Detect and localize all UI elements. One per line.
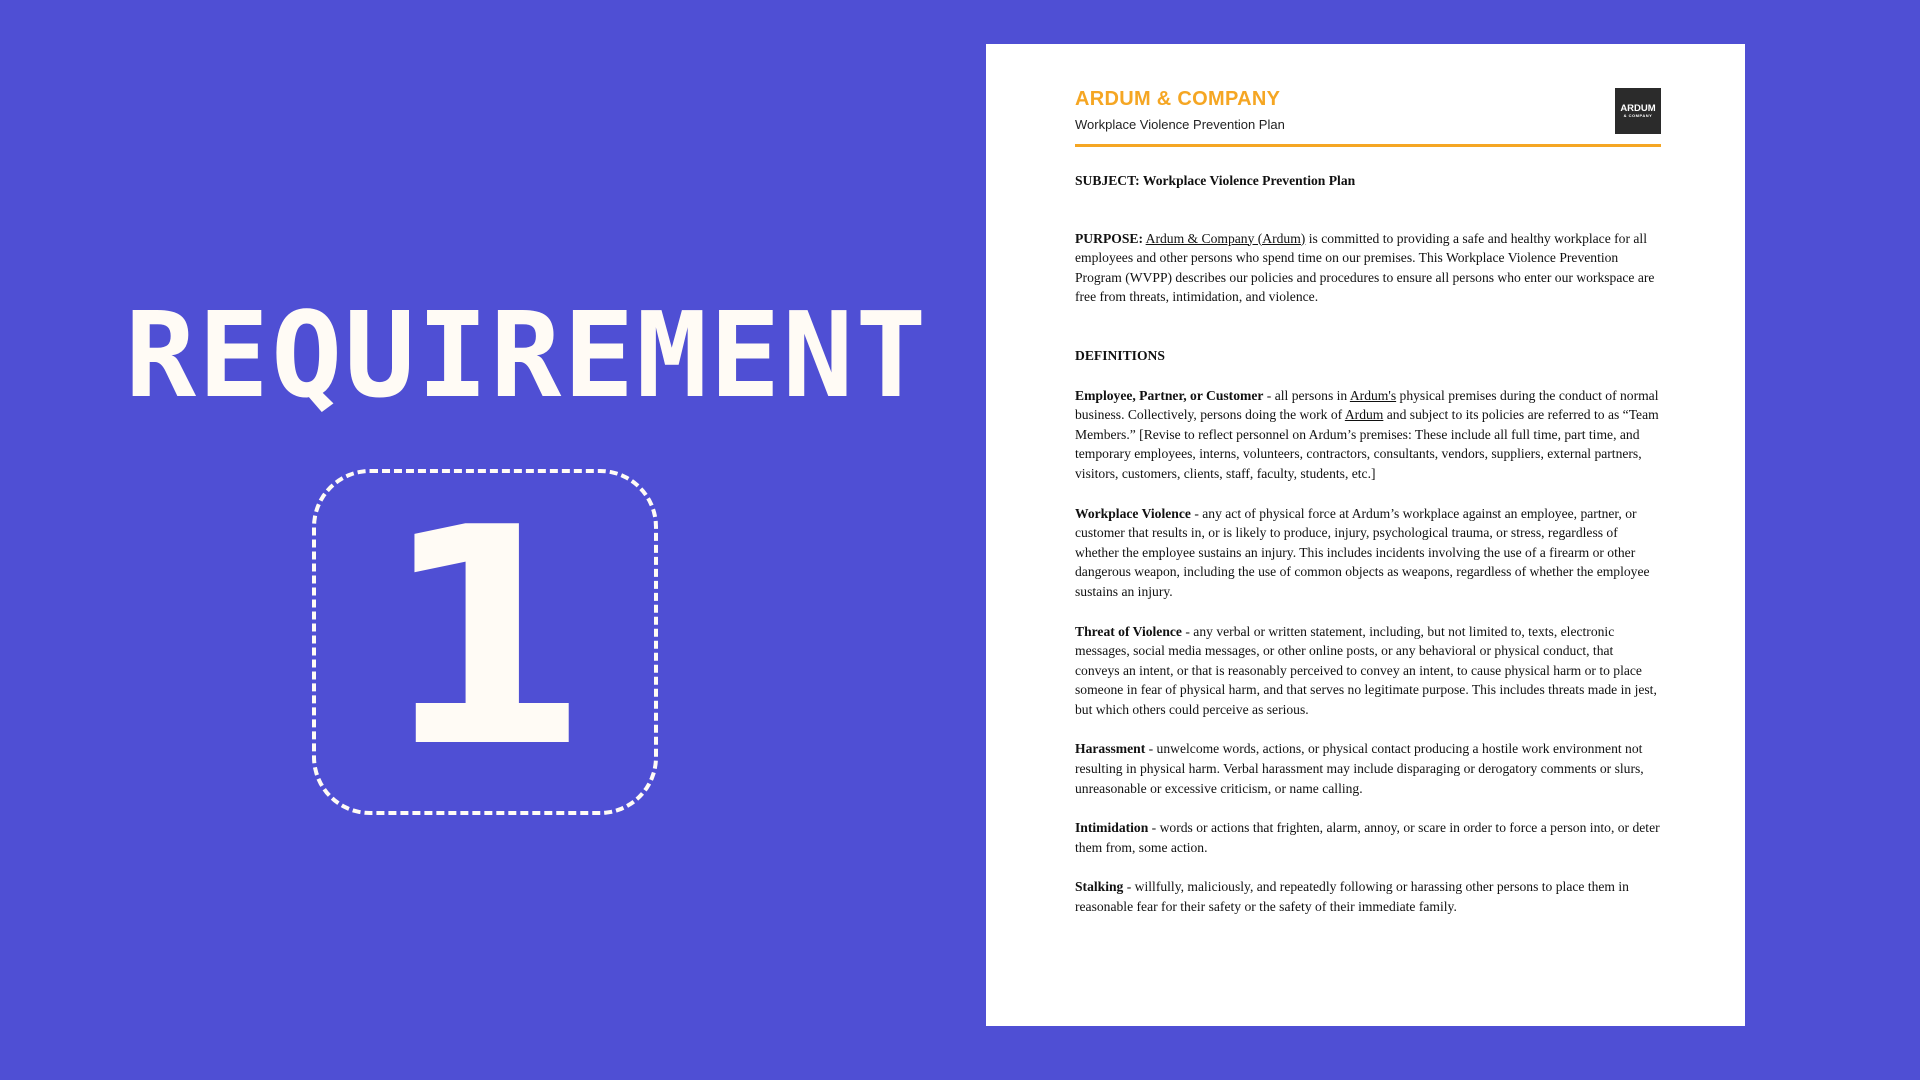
definition-term: Employee, Partner, or Customer — [1075, 387, 1264, 403]
definition-text: - all persons in — [1263, 387, 1350, 403]
definition-workplace-violence — [1075, 504, 1661, 602]
logo-sub-text: & COMPANY — [1623, 113, 1653, 119]
ardum-link[interactable]: Ardum — [1344, 407, 1384, 423]
purpose-paragraph — [1075, 229, 1661, 307]
definitions-heading: DEFINITIONS — [1075, 347, 1165, 363]
definition-term: Intimidation — [1075, 820, 1149, 836]
document-subtitle: Workplace Violence Prevention Plan — [1075, 117, 1285, 132]
definition-term: Workplace Violence — [1075, 505, 1191, 521]
definition-term: Threat of Violence — [1075, 623, 1182, 639]
document-header — [1075, 88, 1661, 147]
purpose-label: PURPOSE: — [1075, 230, 1143, 246]
subject-line: SUBJECT: Workplace Violence Prevention Plan — [1075, 173, 1356, 188]
company-logo — [1615, 88, 1661, 134]
document-body — [1075, 171, 1661, 917]
definition-text: physical premises during the conduct of normal business. Collectively, persons doing the work of — [1075, 387, 1659, 423]
definition-intimidation — [1075, 818, 1661, 857]
document-content — [1075, 88, 1661, 917]
definition-text: - willfully, maliciously, and repeatedly following or harassing other persons to place them in reasonable fear for their safety or the safety of their immediate family. — [1075, 879, 1629, 915]
definition-term: Stalking — [1075, 879, 1124, 895]
company-link[interactable]: Ardum & Company (Ardum) — [1145, 230, 1306, 246]
requirement-number-box — [312, 464, 658, 815]
definition-text: and subject to its policies are referred to as “Team Members.” [Revise to reflect personnel on Ardum’s premises: These include all full time, part time, and temporary employees, interns, volunteers, contractors, consultants, vendors, suppliers, external partners, visitors, customers, clients, staff, faculty, students, etc.] — [1075, 407, 1659, 481]
document-page — [986, 44, 1745, 1026]
definition-threat-of-violence — [1075, 622, 1661, 720]
definition-text: - words or actions that frighten, alarm, annoy, or scare in order to force a person into, or deter them from, some action. — [1075, 820, 1660, 855]
company-name: ARDUM & COMPANY — [1075, 88, 1281, 110]
definition-text: - any verbal or written statement, including, but not limited to, texts, electronic messages, social media messages, or other online posts, or any behavioral or physical conduct, that conveys an intent, or that is reasonably perceived to convey an intent, to cause physical harm or to place someone in fear of physical harm, and that serves no legitimate purpose. This includes threats made in jest, but which others could perceive as serious. — [1075, 623, 1657, 717]
definition-term: Harassment — [1075, 741, 1146, 757]
ardums-link[interactable]: Ardum's — [1349, 387, 1397, 403]
definition-text: - any act of physical force at Ardum’s workplace against an employee, partner, or customer that results in, or is likely to produce, injury, psychological trauma, or stress, regardless of whether the employee sustains an injury. This includes incidents involving the use of a firearm or other dangerous weapon, including the use of common objects as weapons, regardless of whether the employee sustains an injury. — [1075, 505, 1650, 599]
logo-main-text: ARDUM — [1620, 102, 1656, 114]
requirement-heading: REQUIREMENT — [125, 286, 929, 424]
definition-employee — [1075, 386, 1661, 484]
purpose-text: is committed to providing a safe and healthy workplace for all employees and other persons who spend time on our premises. This Workplace Violence Prevention Program (WVPP) describes our policies and procedures to ensure all persons who enter our workspace are free from threats, intimidation, and violence. — [1075, 230, 1655, 305]
definition-stalking — [1075, 877, 1661, 916]
definition-harassment — [1075, 739, 1661, 798]
requirement-number: 1 — [380, 464, 590, 813]
definition-text: - unwelcome words, actions, or physical contact producing a hostile work environment not resulting in physical harm. Verbal harassment may include disparaging or derogatory comments or slurs, unreasonable or excessive criticism, or name calling. — [1075, 741, 1644, 796]
